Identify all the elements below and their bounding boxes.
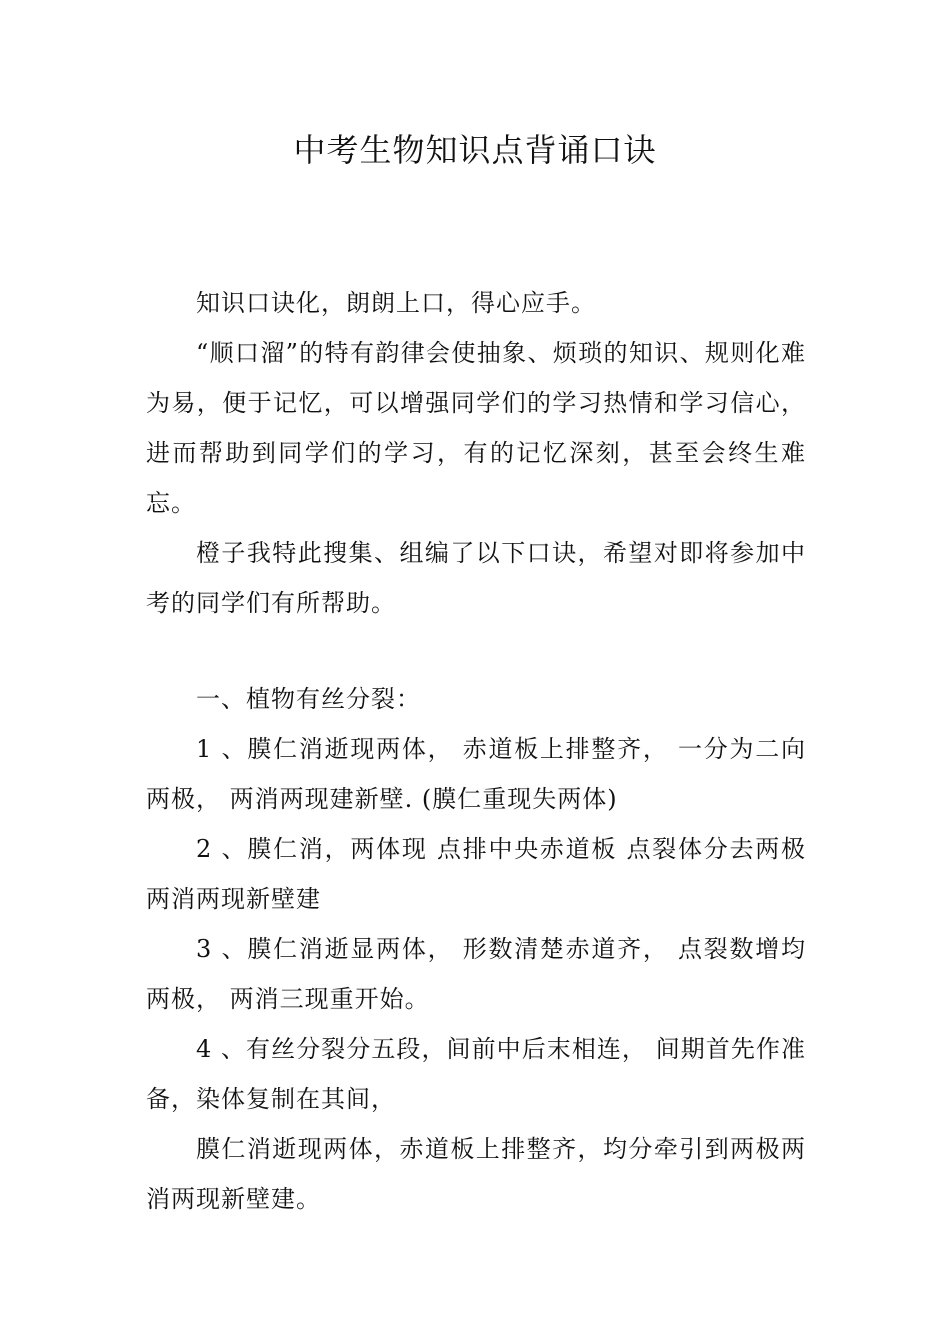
intro-paragraph-3: 橙子我特此搜集、组编了以下口诀，希望对即将参加中考的同学们有所帮助。 (146, 539, 806, 617)
intro-paragraph-1: 知识口诀化，朗朗上口，得心应手。 (196, 289, 596, 317)
section-item-3: 3 、膜仁消逝显两体， 形数清楚赤道齐， 点裂数增均两极， 两消三现重开始。 (146, 935, 806, 1013)
document-body (146, 278, 806, 1224)
section-spacer (146, 628, 806, 674)
section-item-2: 2 、膜仁消，两体现 点排中央赤道板 点裂体分去两极 两消两现新壁建 (146, 835, 806, 913)
section-heading: 一、植物有丝分裂： (196, 685, 421, 713)
intro-paragraph-2: “顺口溜”的特有韵律会使抽象、烦琐的知识、规则化难为易，便于记忆，可以增强同学们的学习热情和学习信心，进而帮助到同学们的学习，有的记忆深刻，甚至会终生难忘。 (146, 339, 806, 517)
page-title: 中考生物知识点背诵口诀 (293, 131, 657, 169)
section-item-5: 膜仁消逝现两体，赤道板上排整齐，均分牵引到两极两消两现新壁建。 (146, 1135, 806, 1213)
section-item-1: 1 、膜仁消逝现两体， 赤道板上排整齐， 一分为二向两极， 两消两现建新壁. (膜仁重现失两体) (146, 735, 806, 813)
section-item-4: 4 、有丝分裂分五段，间前中后末相连， 间期首先作准备，染体复制在其间， (146, 1035, 806, 1113)
